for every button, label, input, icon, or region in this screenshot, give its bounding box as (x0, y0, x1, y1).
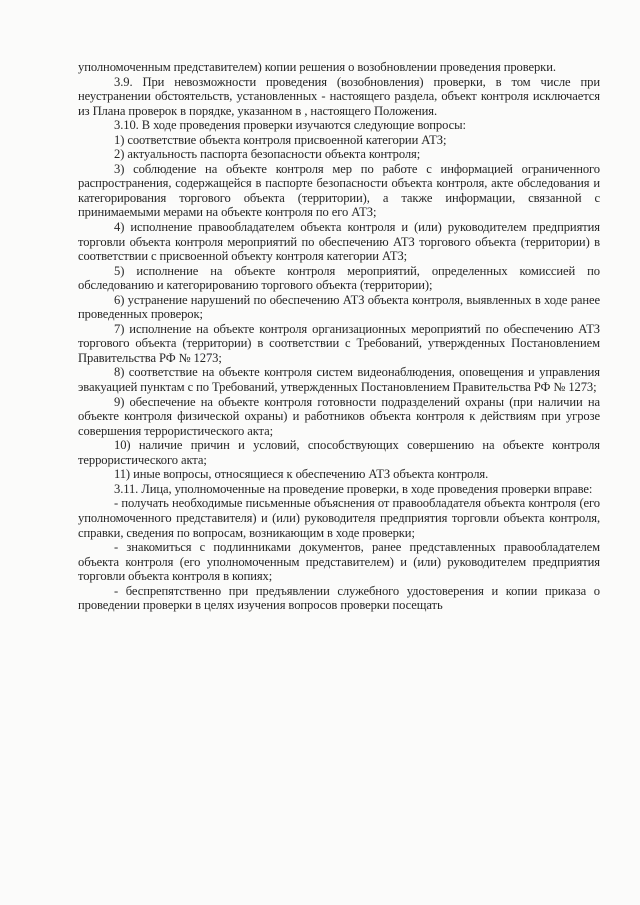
list-item-2: 2) актуальность паспорта безопасности объекта контроля; (114, 147, 421, 162)
list-item-3: 3) соблюдение на объекте контроля мер по работе с информацией ограниченного распространения, содержащейся в паспорте безопасности объекта контроля, акте обследования и категорирования торгового объекта (территории), а также информации, связанной с принимаемыми мерами на объекте контроля по его АТЗ; (78, 161, 600, 220)
paragraph-3-10: 3.10. В ходе проведения проверки изучаются следующие вопросы: (114, 118, 466, 133)
list-item-1: 1) соответствие объекта контроля присвоенной категории АТЗ; (114, 132, 447, 147)
document-body (78, 60, 600, 613)
list-item-7: 7) исполнение на объекте контроля организационных мероприятий по обеспечению АТЗ торгового объекта (территории) в соответствии с Требований, утвержденных Постановлением Правительства РФ № 1273; (78, 321, 600, 365)
list-item-11: 11) иные вопросы, относящиеся к обеспечению АТЗ объекта контроля. (114, 467, 489, 482)
list-item-9: 9) обеспечение на объекте контроля готовности подразделений охраны (при наличии на объекте контроля физической охраны) и работников объекта контроля к действиям при угрозе совершения террористического акта; (78, 394, 600, 438)
paragraph-3-11: 3.11. Лица, уполномоченные на проведение проверки, в ходе проведения проверки вправе: (114, 481, 593, 496)
list-item-4: 4) исполнение правообладателем объекта контроля и (или) руководителем предприятия торговли объекта контроля мероприятий по обеспечению АТЗ торгового объекта (территории) в соответствии с присвоенной объекту контроля категории АТЗ; (78, 220, 600, 264)
rights-item-1: - получать необходимые письменные объяснения от правообладателя объекта контроля (его уполномоченного представителя) и (или) руководителя предприятия торговли объекта контроля, справки, сведения по вопросам, возникающим в ходе проверки; (78, 496, 600, 540)
list-item-5: 5) исполнение на объекте контроля мероприятий, определенных комиссией по обследованию и категорированию торгового объекта (территории); (78, 263, 600, 293)
list-item-6: 6) устранение нарушений по обеспечению АТЗ объекта контроля, выявленных в ходе ранее проведенных проверок; (78, 292, 600, 322)
list-item-10: 10) наличие причин и условий, способствующих совершению на объекте контроля террористического акта; (78, 438, 600, 467)
paragraph-3-9: 3.9. При невозможности проведения (возобновления) проверки, в том числе при неустранении обстоятельств, установленных - настоящего раздела, объект контроля исключается из Плана проверок в порядке, указанном в , настоящего Положения. (78, 74, 600, 118)
paragraph-1: уполномоченным представителем) копии решения о возобновлении проведения проверки. (78, 60, 556, 74)
rights-item-2: - знакомиться с подлинниками документов, ранее представленных правообладателем объекта контроля (его уполномоченным представителем) и (или) руководителем предприятия торговли объекта контроля в копиях; (78, 540, 600, 584)
rights-item-3: - беспрепятственно при предъявлении служебного удостоверения и копии приказа о проведении проверки в целях изучения вопросов проверки посещать (78, 583, 600, 613)
list-item-8: 8) соответствие на объекте контроля систем видеонаблюдения, оповещения и управления эвакуацией пунктам с по Требований, утвержденных Постановлением Правительства РФ № 1273; (78, 365, 600, 395)
